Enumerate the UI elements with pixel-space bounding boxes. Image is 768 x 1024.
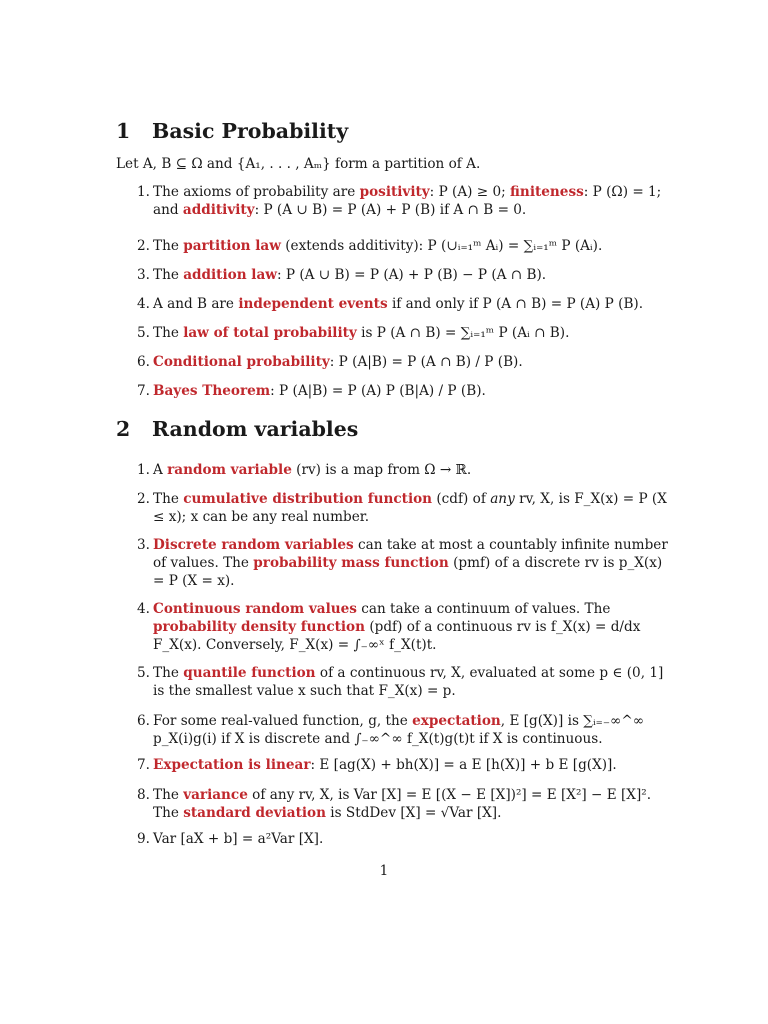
list-item-text xyxy=(153,712,668,748)
list-item-number: 4. xyxy=(137,296,150,312)
text-span: : P (A ∪ B) = P (A) + P (B) if A ∩ B = 0. xyxy=(254,202,527,218)
list-item xyxy=(132,786,668,822)
text-span: (rv) is a map from Ω → ℝ. xyxy=(291,462,472,478)
text-span: : E [ag(X) + bh(X)] = a E [h(X)] + b E [g(X)]. xyxy=(310,757,617,773)
text-span: A xyxy=(153,462,168,478)
list-item-number: 5. xyxy=(137,665,150,681)
defined-term: Conditional probability xyxy=(153,354,330,370)
section-1-intro: Let A, B ⊆ Ω and {A₁, . . . , Aₘ} form a partition of A. xyxy=(116,156,481,172)
list-item-number: 2. xyxy=(137,238,150,254)
list-item-number: 3. xyxy=(137,537,150,553)
list-item-number: 7. xyxy=(137,757,150,773)
list-item-text xyxy=(153,830,668,848)
list-item-number: 9. xyxy=(137,831,150,847)
list-item-number: 5. xyxy=(137,325,150,341)
defined-term: Expectation is linear xyxy=(153,757,311,773)
text-span: can take at most a countably infinite number of values. The xyxy=(153,537,668,571)
defined-term: independent events xyxy=(238,296,388,312)
defined-term: additivity xyxy=(182,202,255,218)
text-span: : P (A) ≥ 0; xyxy=(429,184,511,200)
list-item-number: 6. xyxy=(137,354,150,370)
defined-term: Discrete random variables xyxy=(153,537,354,553)
list-item-text xyxy=(153,353,668,371)
defined-term: random variable xyxy=(167,462,292,478)
list-item xyxy=(132,324,668,342)
defined-term: standard deviation xyxy=(183,805,326,821)
list-item-text xyxy=(153,490,668,526)
list-item xyxy=(132,830,668,848)
list-item xyxy=(132,664,668,700)
list-item xyxy=(132,490,668,526)
defined-term: expectation xyxy=(412,713,501,729)
text-span: : P (A|B) = P (A) P (B|A) / P (B). xyxy=(270,383,486,399)
text-span: (pmf) of a discrete rv is p_X(x) = P (X = x). xyxy=(153,555,663,589)
defined-term: Bayes Theorem xyxy=(153,383,271,399)
text-span: is P (A ∩ B) = ∑ᵢ₌₁ᵐ P (Aᵢ ∩ B). xyxy=(356,325,570,341)
text-span: The xyxy=(153,665,184,681)
list-item-text xyxy=(153,324,668,342)
list-item-text xyxy=(153,461,668,479)
list-item xyxy=(132,712,668,748)
text-span: The xyxy=(153,491,184,507)
list-item xyxy=(132,756,668,774)
defined-term: positivity xyxy=(359,184,430,200)
page-number: 1 xyxy=(379,863,389,879)
list-item-text xyxy=(153,756,668,774)
text-span: The xyxy=(153,325,184,341)
list-item xyxy=(132,266,668,284)
emphasis-text: any xyxy=(490,491,515,507)
defined-term: variance xyxy=(183,787,248,803)
defined-term: probability mass function xyxy=(253,555,449,571)
list-item xyxy=(132,600,668,654)
text-span: is StdDev [X] = √Var [X]. xyxy=(325,805,502,821)
list-item-number: 1. xyxy=(137,184,150,200)
defined-term: addition law xyxy=(183,267,277,283)
list-item-text xyxy=(153,237,668,255)
list-item-text xyxy=(153,266,668,284)
text-span: For some real-valued function, g, the xyxy=(153,713,413,729)
list-item-number: 6. xyxy=(137,713,150,729)
list-item xyxy=(132,295,668,313)
list-item xyxy=(132,382,668,400)
text-span: A and B are xyxy=(153,296,239,312)
defined-term: quantile function xyxy=(183,665,316,681)
text-span: : P (A|B) = P (A ∩ B) / P (B). xyxy=(329,354,523,370)
text-span: The axioms of probability are xyxy=(153,184,360,200)
list-item xyxy=(132,536,668,590)
list-item-number: 2. xyxy=(137,491,150,507)
defined-term: finiteness xyxy=(510,184,584,200)
text-span: (cdf) of xyxy=(432,491,491,507)
section-number: 2 xyxy=(116,417,131,441)
text-span: rv, X, is F_X(x) = P (X ≤ x); x can be any real number. xyxy=(153,491,667,525)
text-span: of a continuous rv, X, evaluated at some p ∈ (0, 1] is the smallest value x such that F_X(x) = p. xyxy=(153,665,664,699)
list-item-text xyxy=(153,786,668,822)
list-item-number: 1. xyxy=(137,462,150,478)
text-span: (pdf) of a continuous rv is f_X(x) = d/dx F_X(x). Conversely, F_X(x) = ∫₋∞ˣ f_X(t)t. xyxy=(153,619,641,653)
list-item-text xyxy=(153,600,668,654)
list-item-number: 4. xyxy=(137,601,150,617)
text-span: : P (A ∪ B) = P (A) + P (B) − P (A ∩ B). xyxy=(277,267,547,283)
text-span: The xyxy=(153,787,184,803)
text-span: if and only if P (A ∩ B) = P (A) P (B). xyxy=(387,296,644,312)
defined-term: Continuous random values xyxy=(153,601,357,617)
defined-term: cumulative distribution function xyxy=(183,491,433,507)
text-span: of any rv, X, is Var [X] = E [(X − E [X])²] = E [X²] − E [X]². The xyxy=(153,787,652,821)
text-span: can take a continuum of values. The xyxy=(356,601,611,617)
list-item xyxy=(132,461,668,479)
defined-term: law of total probability xyxy=(183,325,357,341)
text-span: : P (Ω) = 1; and xyxy=(153,184,662,218)
defined-term: partition law xyxy=(183,238,281,254)
list-item xyxy=(132,353,668,371)
section-1-heading xyxy=(116,118,348,144)
list-item-number: 3. xyxy=(137,267,150,283)
list-item xyxy=(132,183,668,219)
list-item-number: 7. xyxy=(137,383,150,399)
text-span: The xyxy=(153,238,184,254)
section-title: Random variables xyxy=(152,417,359,441)
list-item-text xyxy=(153,664,668,700)
list-item-text xyxy=(153,382,668,400)
text-span: (extends additivity): P (∪ᵢ₌₁ᵐ Aᵢ) = ∑ᵢ₌₁ᵐ P (Aᵢ). xyxy=(280,238,603,254)
list-item-number: 8. xyxy=(137,787,150,803)
list-item-text xyxy=(153,536,668,590)
list-item xyxy=(132,237,668,255)
section-number: 1 xyxy=(116,119,131,143)
section-title: Basic Probability xyxy=(152,119,349,143)
defined-term: probability density function xyxy=(153,619,366,635)
text-span: Var [aX + b] = a²Var [X]. xyxy=(153,831,324,847)
text-span: , E [g(X)] is ∑ᵢ₌₋∞^∞ p_X(i)g(i) if X is discrete and ∫₋∞^∞ f_X(t)g(t)t if X is continuous. xyxy=(153,713,645,747)
section-2-heading xyxy=(116,416,358,442)
text-span: The xyxy=(153,267,184,283)
list-item-text xyxy=(153,183,668,219)
list-item-text xyxy=(153,295,668,313)
